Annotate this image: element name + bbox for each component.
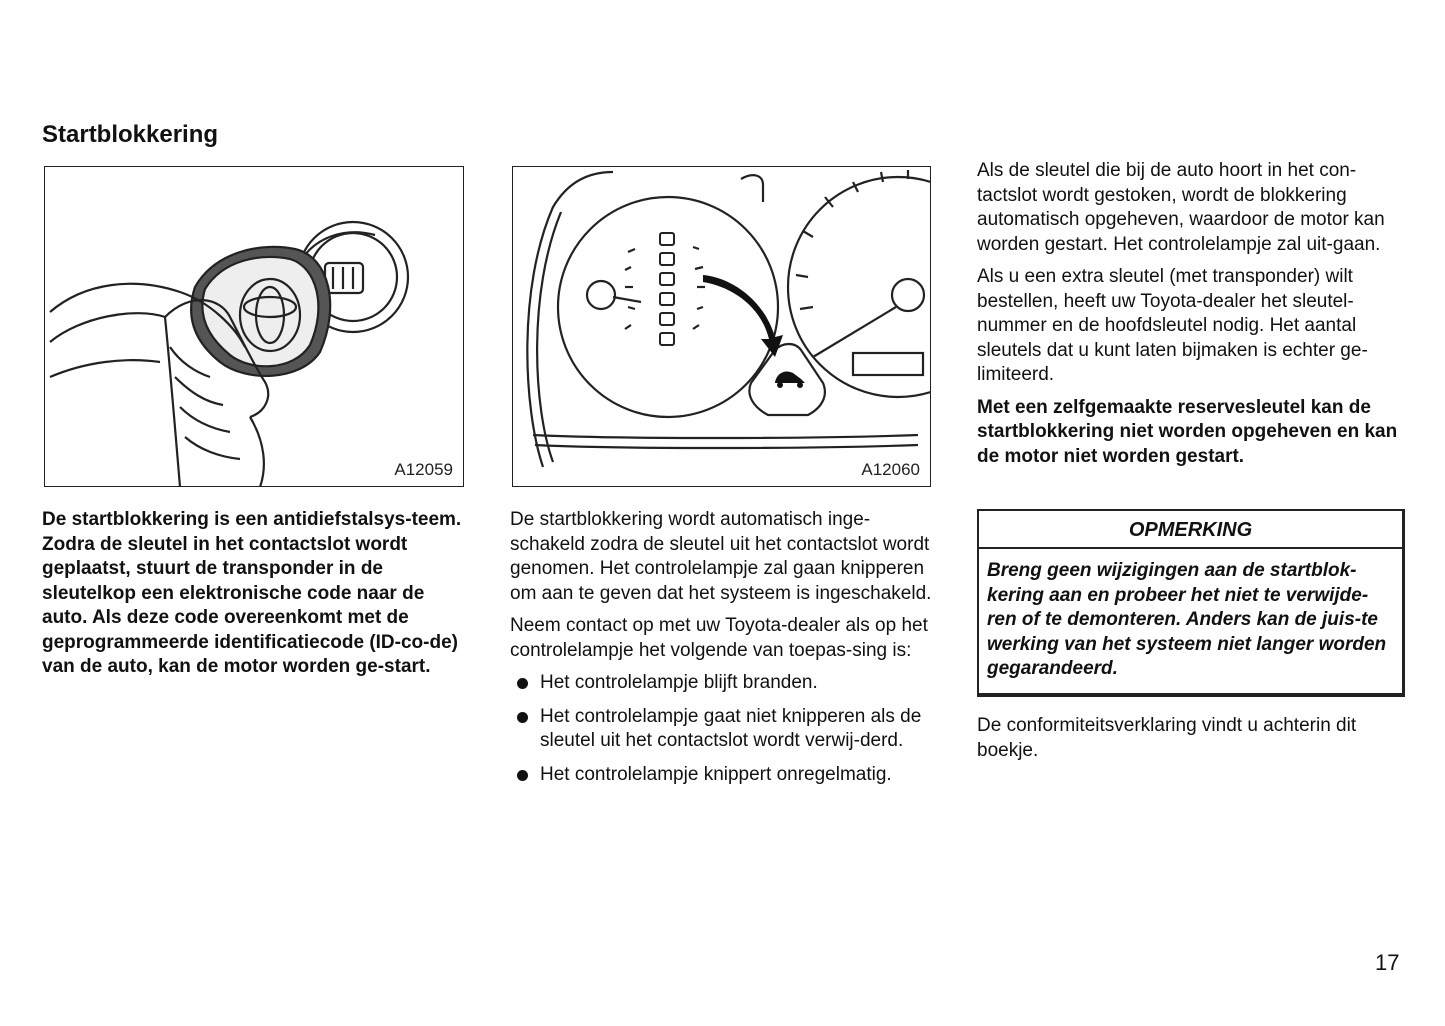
activation-paragraph: De startblokkering wordt automatisch inge-schakeld zodra de sleutel uit het contactslot wordt genomen. Het controlelampje zal gaan knipperen om aan te geven dat het systeem is ingeschakeld. [510, 509, 932, 604]
conformity-note [977, 714, 1405, 771]
notice-title: OPMERKING [979, 511, 1402, 549]
column-1 [42, 508, 470, 688]
warning-paragraph: Met een zelfgemaakte reservesleutel kan de startblokkering niet worden opgeheven en kan de motor niet worden gestart. [977, 396, 1398, 467]
release-paragraph: Als de sleutel die bij de auto hoort in het con-tactslot wordt gestoken, wordt de blokkering automatisch opgeheven, waardoor de motor kan worden gestart. Het controlelampje zal uit-gaan. [977, 160, 1385, 255]
bullet-icon [517, 770, 528, 781]
dashboard-illustration [512, 166, 931, 487]
symptom-list [510, 671, 932, 787]
list-item: Het controlelampje gaat niet knipperen als de sleutel uit het contactslot wordt verwij-derd. [510, 705, 932, 754]
list-item: Het controlelampje blijft branden. [510, 671, 932, 696]
notice-text: Breng geen wijzigingen aan de startblok-kering aan en probeer het niet te verwijde-ren of te demonteren. Anders kan de juis-te werking van het systeem niet langer worden gegarandeerd. [987, 560, 1387, 679]
extra-key-paragraph: Als u een extra sleutel (met transponder) wilt bestellen, heeft uw Toyota-dealer het sleutel-nummer en de hoofdsleutel nodig. Het aantal sleutels dat u kunt laten bijmaken is echter ge-limiteerd. [977, 266, 1368, 385]
conformity-paragraph: De conformiteitsverklaring vindt u achterin dit boekje. [977, 715, 1357, 761]
notice-box [977, 509, 1405, 697]
figure-code: A12059 [394, 460, 453, 479]
dealer-paragraph: Neem contact op met uw Toyota-dealer als op het controlelampje het volgende van toepas-sing is: [510, 615, 928, 661]
bullet-icon [517, 712, 528, 723]
instrument-cluster-drawing [513, 167, 931, 487]
page-title: Startblokkering [42, 121, 219, 148]
list-item: Het controlelampje knippert onregelmatig. [510, 763, 932, 788]
key-illustration [44, 166, 464, 487]
page-number: 17 [1375, 950, 1400, 975]
column-2 [510, 508, 932, 796]
column-3 [977, 159, 1405, 477]
bullet-icon [517, 678, 528, 689]
intro-paragraph: De startblokkering is een antidiefstalsys-teem. Zodra de sleutel in het contactslot wordt geplaatst, stuurt de transponder in de sleutelkop een elektronische code naar de auto. Als deze code overeenkomt met de geprogrammeerde identificatiecode (ID-co-de) van de auto, kan de motor worden ge-start. [42, 509, 462, 677]
figure-code: A12060 [861, 460, 920, 479]
key-in-ignition-drawing [45, 167, 464, 487]
